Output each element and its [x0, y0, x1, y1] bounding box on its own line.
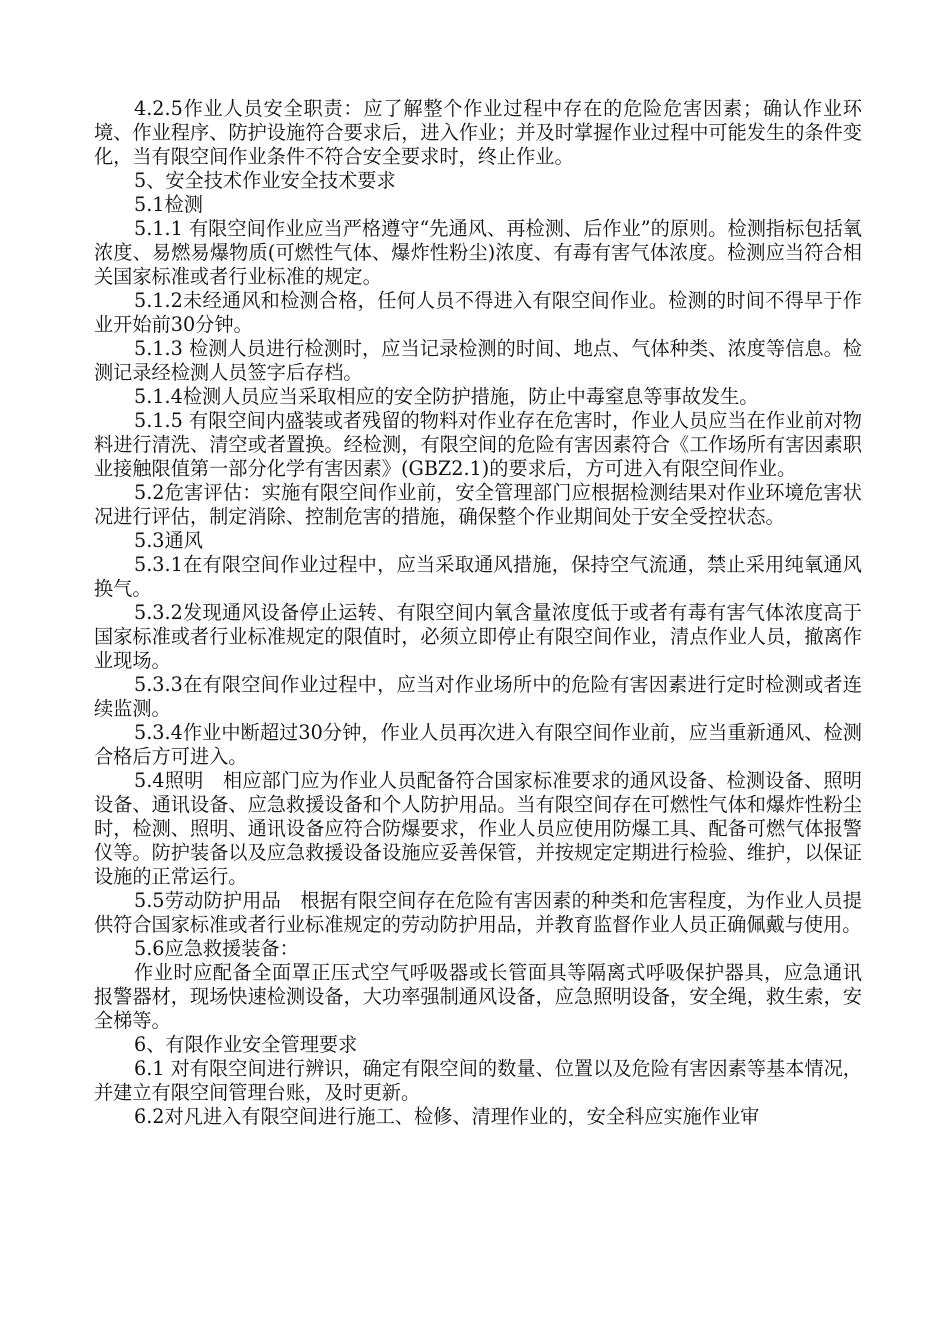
paragraph-5-5: 5.5劳动防护用品 根据有限空间存在危险有害因素的种类和危害程度，为作业人员提供符合国家标准或者行业标准规定的劳动防护用品，并教育监督作业人员正确佩戴与使用。 — [94, 889, 862, 936]
paragraph-5-1-3: 5.1.3 检测人员进行检测时，应当记录检测的时间、地点、气体种类、浓度等信息。检测记录经检测人员签字后存档。 — [94, 337, 862, 384]
paragraph-5-3-2: 5.3.2发现通风设备停止运转、有限空间内氧含量浓度低于或者有毒有害气体浓度高于国家标准或者行业标准规定的限值时，必须立即停止有限空间作业，清点作业人员，撤离作业现场。 — [94, 601, 862, 672]
paragraph-5-4: 5.4照明 相应部门应为作业人员配备符合国家标准要求的通风设备、检测设备、照明设备、通讯设备、应急救援设备和个人防护用品。当有限空间存在可燃性气体和爆炸性粉尘时，检测、照明、通讯设备应符合防爆要求，作业人员应使用防爆工具、配备可燃气体报警仪等。防护装备以及应急救援设备设施应妥善保管，并按规定定期进行检验、维护，以保证设施的正常运行。 — [94, 769, 862, 888]
paragraph-5-2: 5.2危害评估：实施有限空间作业前，安全管理部门应根据检测结果对作业环境危害状况进行评估，制定消除、控制危害的措施，确保整个作业期间处于安全受控状态。 — [94, 481, 862, 528]
paragraph-5-3-1: 5.3.1在有限空间作业过程中，应当采取通风措施，保持空气流通，禁止采用纯氧通风换气。 — [94, 553, 862, 600]
paragraph-5-3-4: 5.3.4作业中断超过30分钟，作业人员再次进入有限空间作业前，应当重新通风、检测合格后方可进入。 — [94, 721, 862, 768]
paragraph-5-1-1: 5.1.1 有限空间作业应当严格遵守“先通风、再检测、后作业”的原则。检测指标包括氧浓度、易燃易爆物质(可燃性气体、爆炸性粉尘)浓度、有毒有害气体浓度。检测应当符合相关国家标准或者行业标准的规定。 — [94, 217, 862, 288]
heading-section-6: 6、有限作业安全管理要求 — [134, 1033, 358, 1056]
paragraph-4-2-5: 4.2.5作业人员安全职责：应了解整个作业过程中存在的危险危害因素；确认作业环境、作业程序、防护设施符合要求后，进入作业；并及时掌握作业过程中可能发生的条件变化，当有限空间作业条件不符合安全要求时，终止作业。 — [94, 97, 862, 168]
paragraph-6-1: 6.1 对有限空间进行辨识，确定有限空间的数量、位置以及危险有害因素等基本情况，并建立有限空间管理台账，及时更新。 — [94, 1057, 862, 1104]
paragraph-5-3-3: 5.3.3在有限空间作业过程中，应当对作业场所中的危险有害因素进行定时检测或者连续监测。 — [94, 673, 862, 720]
heading-section-5: 5、安全技术作业安全技术要求 — [134, 169, 396, 192]
heading-5-1: 5.1检测 — [134, 193, 203, 216]
document-page — [94, 97, 862, 1129]
heading-5-3: 5.3通风 — [134, 529, 203, 552]
paragraph-5-1-2: 5.1.2未经通风和检测合格，任何人员不得进入有限空间作业。检测的时间不得早于作业开始前30分钟。 — [94, 289, 862, 336]
paragraph-5-1-4: 5.1.4检测人员应当采取相应的安全防护措施，防止中毒窒息等事故发生。 — [134, 385, 759, 408]
paragraph-5-1-5: 5.1.5 有限空间内盛装或者残留的物料对作业存在危害时，作业人员应当在作业前对物料进行清洗、清空或者置换。经检测，有限空间的危险有害因素符合《工作场所有害因素职业接触限值第一部分化学有害因素》(GBZ2.1)的要求后，方可进入有限空间作业。 — [94, 409, 862, 480]
heading-5-6: 5.6应急救援装备： — [134, 937, 299, 960]
paragraph-6-2: 6.2对凡进入有限空间进行施工、检修、清理作业的，安全科应实施作业审 — [134, 1105, 760, 1128]
paragraph-5-6-body: 作业时应配备全面罩正压式空气呼吸器或长管面具等隔离式呼吸保护器具，应急通讯报警器材，现场快速检测设备，大功率强制通风设备，应急照明设备，安全绳，救生索，安全梯等。 — [94, 961, 862, 1032]
